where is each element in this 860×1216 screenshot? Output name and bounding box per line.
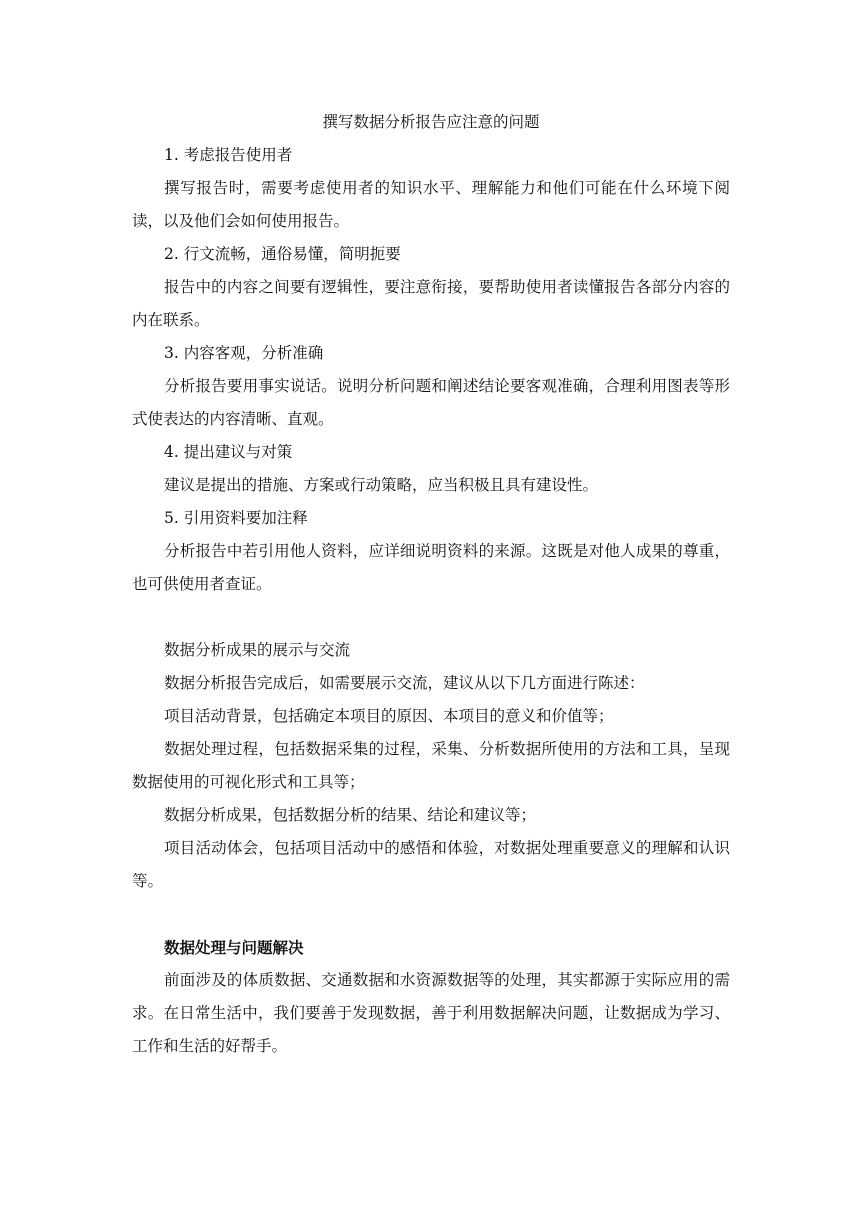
item-body-2: 报告中的内容之间要有逻辑性，要注意衔接，要帮助使用者读懂报告各部分内容的内在联系。 — [132, 278, 730, 329]
item-heading-4: 4. 提出建议与对策 — [164, 443, 293, 461]
document-page — [132, 106, 730, 1063]
section2-heading: 数据分析成果的展示与交流 — [164, 641, 351, 659]
section-spacer — [132, 601, 730, 634]
item-body-4: 建议是提出的措施、方案或行动策略，应当积极且具有建设性。 — [164, 476, 599, 494]
item-body-3: 分析报告要用事实说话。说明分析问题和阐述结论要客观准确，合理利用图表等形式使表达的内容清晰、直观。 — [132, 377, 730, 428]
section2-point-reflection: 项目活动体会，包括项目活动中的感悟和体验，对数据处理重要意义的理解和认识等。 — [132, 839, 730, 890]
item-heading-1: 1. 考虑报告使用者 — [164, 146, 293, 164]
section3-body: 前面涉及的体质数据、交通数据和水资源数据等的处理，其实都源于实际应用的需求。在日常生活中，我们要善于发现数据，善于利用数据解决问题，让数据成为学习、工作和生活的好帮手。 — [132, 971, 730, 1055]
section2-point-process: 数据处理过程，包括数据采集的过程，采集、分析数据所使用的方法和工具，呈现数据使用的可视化形式和工具等； — [132, 740, 730, 791]
item-body-5: 分析报告中若引用他人资料，应详细说明资料的来源。这既是对他人成果的尊重，也可供使用者查证。 — [132, 542, 730, 593]
section2-point-background: 项目活动背景，包括确定本项目的原因、本项目的意义和价值等； — [164, 707, 614, 725]
section3-heading: 数据处理与问题解决 — [164, 938, 304, 957]
item-heading-5: 5. 引用资料要加注释 — [164, 509, 308, 527]
item-heading-2: 2. 行文流畅，通俗易懂，简明扼要 — [164, 245, 401, 263]
item-heading-3: 3. 内容客观，分析准确 — [164, 344, 324, 362]
section2-intro: 数据分析报告完成后，如需要展示交流，建议从以下几方面进行陈述： — [164, 674, 645, 692]
section-spacer — [132, 898, 730, 931]
item-body-1: 撰写报告时，需要考虑使用者的知识水平、理解能力和他们可能在什么环境下阅读，以及他们会如何使用报告。 — [132, 179, 730, 230]
section2-point-results: 数据分析成果，包括数据分析的结果、结论和建议等； — [164, 806, 537, 824]
document-title: 撰写数据分析报告应注意的问题 — [322, 113, 540, 131]
